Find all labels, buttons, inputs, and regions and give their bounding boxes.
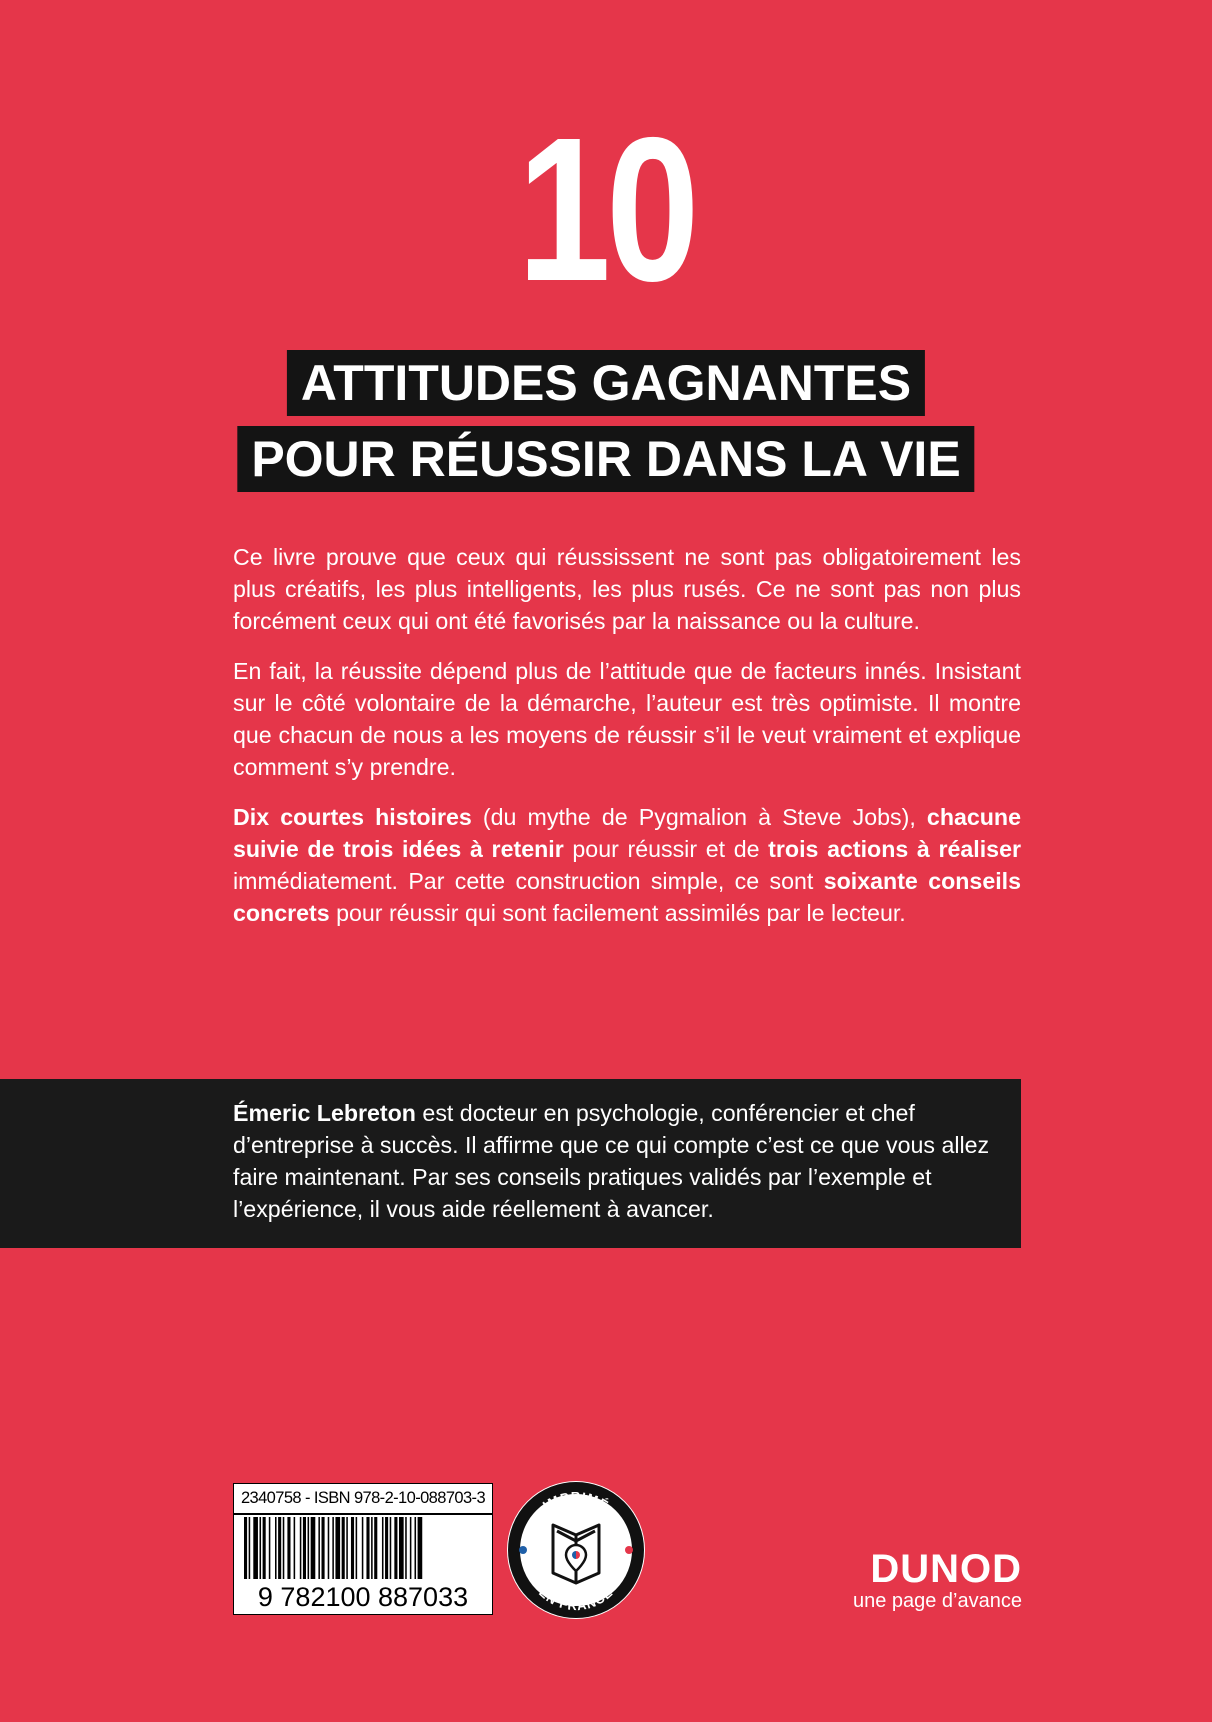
barcode-bar (394, 1517, 397, 1579)
book-description (233, 541, 1021, 947)
highlight-advice: soixante conseils concrets (233, 868, 1021, 926)
barcode-bar (287, 1517, 290, 1579)
barcode-bar (275, 1517, 277, 1579)
barcode-bar (300, 1517, 302, 1579)
barcode-digits: 9 782100 887033 (257, 1582, 469, 1612)
barcode-bar (371, 1517, 373, 1579)
barcode-bar (362, 1517, 364, 1579)
author-name: Émeric Lebreton (233, 1100, 416, 1126)
barcode-block (233, 1483, 493, 1615)
barcode-bar (390, 1517, 392, 1579)
highlight-stories: Dix courtes histoires (233, 804, 472, 830)
barcode-bar (418, 1517, 423, 1579)
isbn-label: 2340758 - ISBN 978-2-10-088703-3 (234, 1484, 492, 1515)
author-bio (233, 1097, 1021, 1225)
barcode-bar (260, 1517, 262, 1579)
barcode-bar (244, 1517, 247, 1579)
barcode-bar (278, 1517, 281, 1579)
seal-top-text: IMPRIMÉ (539, 1489, 612, 1514)
barcode-bar (283, 1517, 285, 1579)
description-text: pour réussir qui sont facilement assimilés par le lecteur. (329, 900, 906, 926)
barcode-bars (244, 1517, 482, 1579)
barcode-bar (332, 1517, 334, 1579)
description-paragraph-3 (233, 801, 1021, 929)
publisher-block (822, 1549, 1022, 1613)
barcode-bar (318, 1517, 320, 1579)
title-line-1: ATTITUDES GAGNANTES (287, 350, 925, 416)
barcode-bar (351, 1517, 354, 1579)
barcode-bar (410, 1517, 412, 1579)
barcode-bar (405, 1517, 407, 1579)
barcode-bar (253, 1517, 258, 1579)
barcode-bar (303, 1517, 306, 1579)
highlight-actions: trois actions à réaliser (768, 836, 1022, 862)
barcode-bar (335, 1517, 340, 1579)
publisher-logo: DUNOD (870, 1547, 1022, 1591)
description-text: pour réussir et de (563, 836, 769, 862)
barcode-bar (366, 1517, 369, 1579)
publisher-tagline: une page d’avance (852, 1590, 1022, 1612)
barcode-bar (382, 1517, 384, 1579)
highlight-ideas: chacune suivie de trois idées à retenir (233, 804, 1021, 862)
barcode-bar (328, 1517, 330, 1579)
imprime-en-france-seal (505, 1479, 647, 1621)
seal-bottom-text: EN FRANCE (536, 1584, 616, 1614)
description-paragraph-1: Ce livre prouve que ceux qui réussissent ne sont pas obligatoirement les plus créatifs, les plus intelligents, les plus rusés. Ce ne sont pas non plus forcément ceux qui ont été favorisés par la naissance ou la culture. (233, 544, 1021, 634)
barcode-bar (322, 1517, 325, 1579)
barcode-bar (294, 1517, 296, 1579)
description-paragraph-2: En fait, la réussite dépend plus de l’attitude que de facteurs innés. Insistant sur le côté volontaire de la démarche, l’auteur est très optimiste. Il montre que chacun de nous a les moyens de réussir s’il le veut vraiment et explique comment s’y prendre. (233, 658, 1021, 780)
barcode-bar (308, 1517, 310, 1579)
title-line-2: POUR RÉUSSIR DANS LA VIE (237, 426, 974, 492)
description-text: (du mythe de Pygmalion à Steve Jobs), (471, 804, 927, 830)
barcode-bar (342, 1517, 345, 1579)
cover-number: 10 (517, 95, 695, 324)
barcode-bar (374, 1517, 377, 1579)
barcode-bar (399, 1517, 404, 1579)
barcode-bar (263, 1517, 266, 1579)
barcode-bar (385, 1517, 388, 1579)
barcode-bar (311, 1517, 316, 1579)
barcode-bar (356, 1517, 358, 1579)
description-text: immédiatement. Par cette construction simple, ce sont (233, 868, 824, 894)
barcode-bar (346, 1517, 348, 1579)
barcode-bar (249, 1517, 251, 1579)
barcode-bar (415, 1517, 417, 1579)
author-bio-text: est docteur en psychologie, conférencier et chef d’entreprise à succès. Il affirme que ce qui compte c’est ce que vous allez faire maintenant. Par ses conseils pratiques validés par l’exemple et l’expérience, il vous aide réellement à avancer. (233, 1100, 990, 1222)
barcode-bar (269, 1517, 271, 1579)
